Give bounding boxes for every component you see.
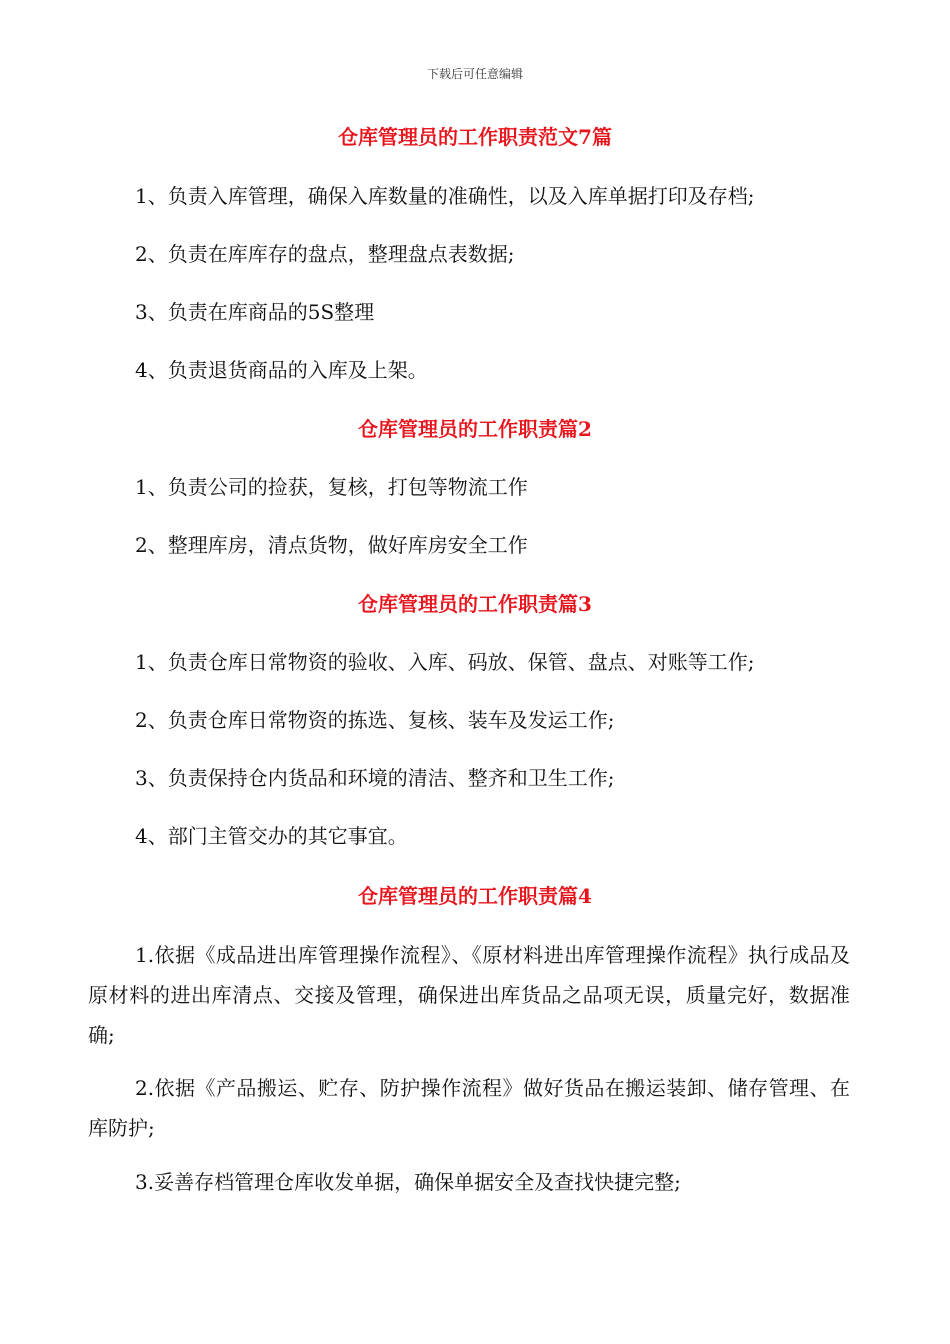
list-item: 4、负责退货商品的入库及上架。 [135,358,428,382]
list-item: 1、负责公司的捡获，复核，打包等物流工作 [135,475,528,499]
list-item: 2、整理库房，清点货物，做好库房安全工作 [135,533,528,557]
section-title-1: 仓库管理员的工作职责范文7篇 [338,125,612,149]
paragraph: 1.依据《成品进出库管理操作流程》、《原材料进出库管理操作流程》执行成品及原材料的进出库清点、交接及管理，确保进出库货品之品项无误，质量完好，数据准确; [88,943,850,1047]
list-item: 3、负责在库商品的5S整理 [135,300,375,324]
section-title-3: 仓库管理员的工作职责篇3 [358,592,592,616]
header-note: 下载后可任意编辑 [426,67,523,81]
paragraph: 3.妥善存档管理仓库收发单据，确保单据安全及查找快捷完整; [135,1170,681,1194]
section-title-4: 仓库管理员的工作职责篇4 [358,884,592,908]
list-item: 4、部门主管交办的其它事宜。 [135,824,408,848]
list-item: 2、负责在库库存的盘点，整理盘点表数据; [135,242,515,266]
section-title-2: 仓库管理员的工作职责篇2 [358,417,592,441]
list-item: 2、负责仓库日常物资的拣选、复核、装车及发运工作; [135,708,615,732]
list-item: 3、负责保持仓内货品和环境的清洁、整齐和卫生工作; [135,766,615,790]
paragraph: 2.依据《产品搬运、贮存、防护操作流程》做好货品在搬运装卸、储存管理、在库防护; [88,1076,850,1140]
list-item: 1、负责仓库日常物资的验收、入库、码放、保管、盘点、对账等工作; [135,650,755,674]
list-item: 1、负责入库管理，确保入库数量的准确性，以及入库单据打印及存档; [135,184,755,208]
